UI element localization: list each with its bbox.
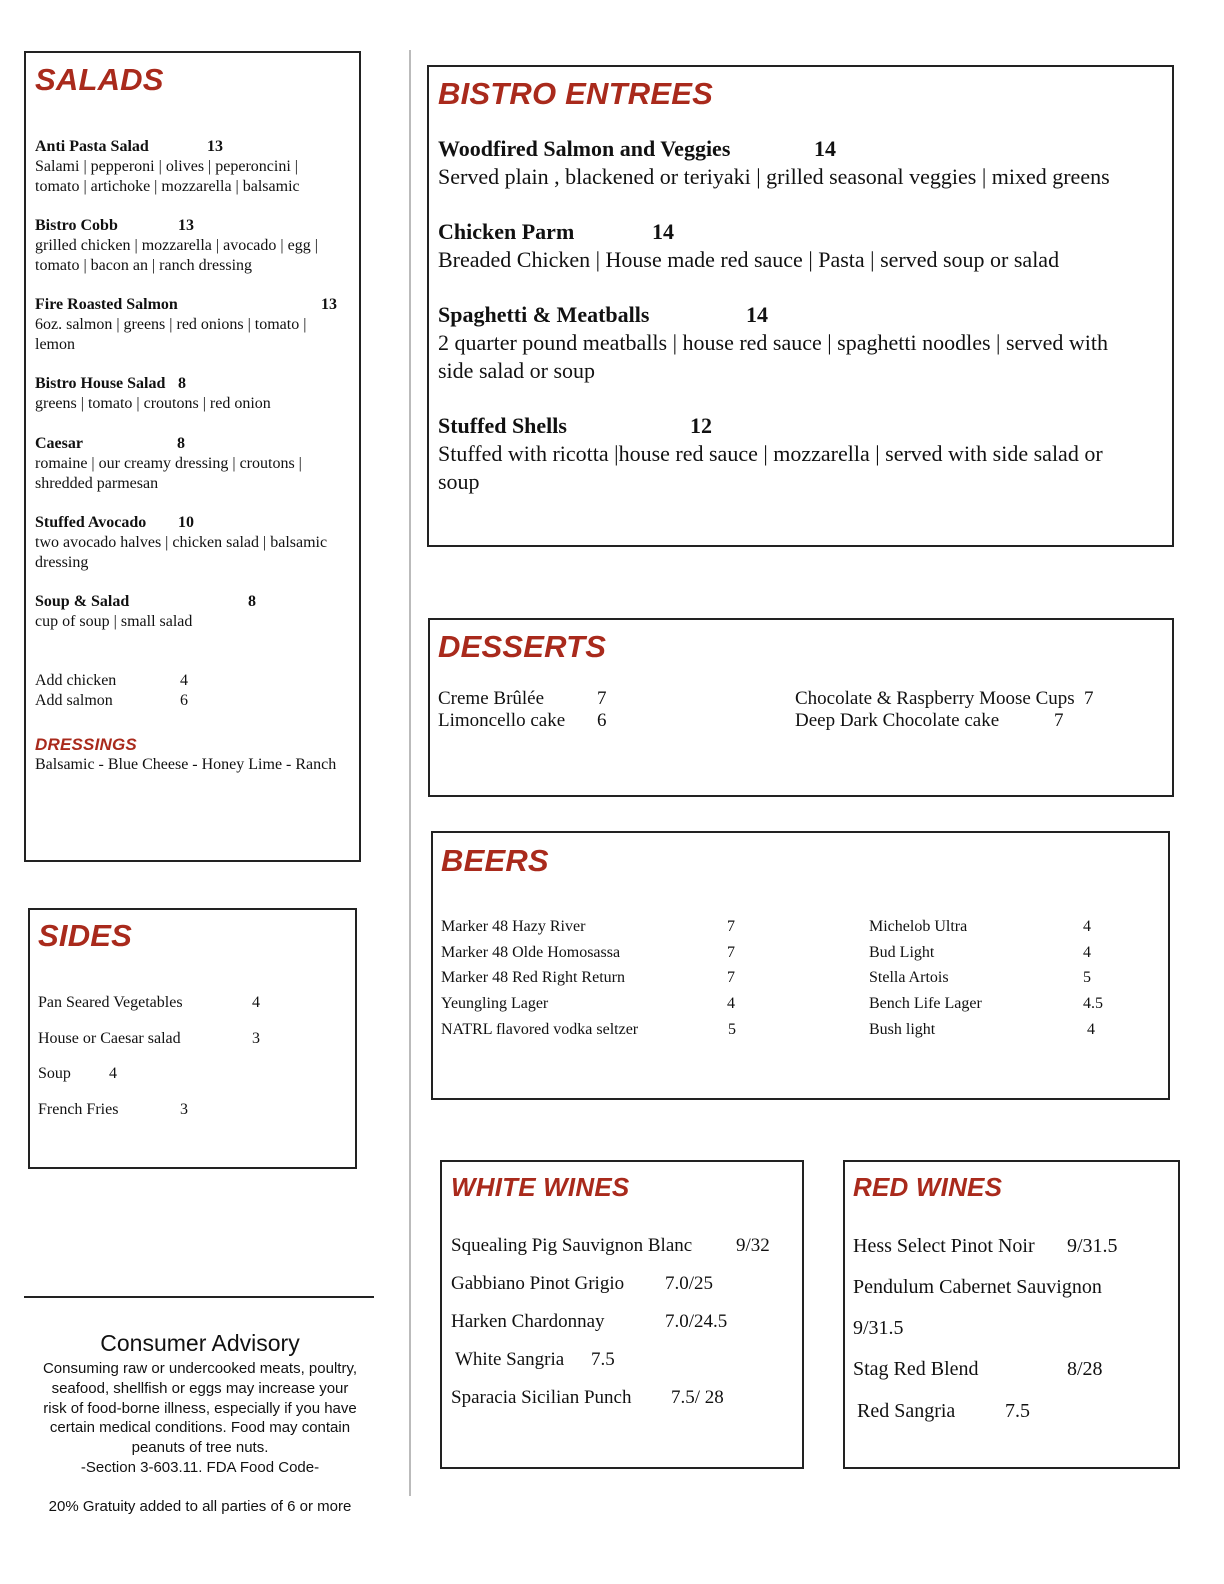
- beer-price: 4: [727, 995, 735, 1012]
- entree-desc: Breaded Chicken | House made red sauce | Pasta | served soup or salad: [438, 247, 1060, 272]
- salad-price: 13: [321, 296, 337, 313]
- white-wine-price: 7.5: [591, 1349, 615, 1370]
- beer-price: 4: [1087, 1021, 1095, 1038]
- beer-price: 7: [727, 969, 735, 986]
- beer-price: 4: [1083, 918, 1091, 935]
- dessert-price: 7: [1054, 710, 1064, 731]
- red-wine-price: 7.5: [1005, 1400, 1030, 1422]
- white-wine-price: 7.0/25: [665, 1273, 714, 1294]
- dressings-title: DRESSINGS: [35, 735, 137, 754]
- dessert-price: 6: [597, 710, 607, 731]
- addon-price: 6: [180, 692, 188, 709]
- salad-name: Caesar: [35, 435, 83, 452]
- salad-price: 8: [248, 593, 256, 610]
- salad-price: 10: [178, 514, 194, 531]
- salad-price: 8: [177, 435, 185, 452]
- beer-name: Bush light: [869, 1021, 936, 1038]
- salad-desc: two avocado halves | chicken salad | balsamic: [35, 534, 328, 551]
- side-name: House or Caesar salad: [38, 1030, 181, 1047]
- entree-price: 12: [690, 413, 712, 438]
- side-price: 3: [252, 1030, 260, 1047]
- entree-desc: Stuffed with ricotta |house red sauce | mozzarella | served with side salad or: [438, 441, 1103, 466]
- entree-name: Stuffed Shells: [438, 413, 567, 438]
- advisory-title: Consumer Advisory: [100, 1330, 300, 1356]
- white-wine-name: Squealing Pig Sauvignon Blanc: [451, 1235, 693, 1256]
- entrees-title: BISTRO ENTREES: [438, 76, 713, 111]
- advisory-line: Consuming raw or undercooked meats, poultry,: [42, 1360, 358, 1377]
- red-wine-price: 8/28: [1067, 1358, 1103, 1380]
- beer-name: Bud Light: [869, 944, 935, 961]
- salad-name: Fire Roasted Salmon: [35, 296, 178, 313]
- dessert-name: Creme Brûlée: [438, 688, 545, 709]
- beer-price: 4.5: [1083, 995, 1103, 1012]
- beer-price: 4: [1083, 944, 1091, 961]
- salad-price: 13: [207, 138, 223, 155]
- addon-name: Add salmon: [35, 692, 113, 709]
- salad-name: Soup & Salad: [35, 593, 130, 610]
- entree-desc: soup: [438, 469, 480, 494]
- salad-desc: lemon: [35, 336, 75, 353]
- gratuity-note: 20% Gratuity added to all parties of 6 or more: [48, 1498, 352, 1515]
- beer-price: 7: [727, 918, 735, 935]
- beers-title: BEERS: [441, 843, 549, 878]
- beer-name: Marker 48 Red Right Return: [441, 969, 625, 986]
- red-wine-name: Stag Red Blend: [853, 1358, 979, 1380]
- red-wine-price: 9/31.5: [1067, 1235, 1118, 1257]
- entree-desc: Served plain , blackened or teriyaki | grilled seasonal veggies | mixed greens: [438, 164, 1110, 189]
- salad-price: 8: [178, 375, 186, 392]
- salad-desc: tomato | bacon an | ranch dressing: [35, 257, 253, 274]
- advisory-line: risk of food-borne illness, especially if you have: [43, 1400, 357, 1417]
- dessert-name: Chocolate & Raspberry Moose Cups: [795, 688, 1075, 709]
- salad-desc: shredded parmesan: [35, 475, 159, 492]
- dessert-price: 7: [1084, 688, 1094, 709]
- red-wine-name: Pendulum Cabernet Sauvignon: [853, 1276, 1102, 1298]
- dessert-name: Deep Dark Chocolate cake: [795, 710, 1000, 731]
- salad-name: Bistro Cobb: [35, 217, 118, 234]
- entree-name: Chicken Parm: [438, 219, 575, 244]
- desserts-title: DESSERTS: [438, 629, 607, 664]
- salad-desc: romaine | our creamy dressing | croutons |: [35, 455, 302, 472]
- beer-price: 5: [728, 1021, 736, 1038]
- salad-desc: grilled chicken | mozzarella | avocado | egg |: [35, 237, 318, 254]
- salad-desc: dressing: [35, 554, 89, 571]
- advisory-line: peanuts of tree nuts.: [131, 1439, 269, 1456]
- dressings-list: Balsamic - Blue Cheese - Honey Lime - Ranch: [35, 756, 337, 773]
- salad-name: Bistro House Salad: [35, 375, 166, 392]
- beer-price: 5: [1083, 969, 1091, 986]
- sides-title: SIDES: [38, 918, 133, 953]
- salad-desc: 6oz. salmon | greens | red onions | tomato |: [35, 316, 307, 333]
- salad-price: 13: [178, 217, 194, 234]
- addon-price: 4: [180, 672, 188, 689]
- salad-desc: tomato | artichoke | mozzarella | balsamic: [35, 178, 300, 195]
- white-wine-name: Harken Chardonnay: [451, 1311, 605, 1332]
- salads-title: SALADS: [35, 62, 164, 97]
- salad-name: Stuffed Avocado: [35, 514, 147, 531]
- entree-desc: side salad or soup: [438, 358, 596, 383]
- side-price: 3: [180, 1101, 188, 1118]
- white-wine-name: Sparacia Sicilian Punch: [451, 1387, 632, 1408]
- red-wine-price: 9/31.5: [853, 1317, 904, 1339]
- dessert-price: 7: [597, 688, 607, 709]
- salad-desc: cup of soup | small salad: [35, 613, 193, 630]
- dessert-name: Limoncello cake: [438, 710, 566, 731]
- beer-name: Marker 48 Olde Homosassa: [441, 944, 621, 961]
- white-wine-name: White Sangria: [455, 1349, 565, 1370]
- white-wine-price: 9/32: [736, 1235, 770, 1256]
- side-price: 4: [252, 994, 260, 1011]
- salad-desc: greens | tomato | croutons | red onion: [35, 395, 271, 412]
- beer-name: Stella Artois: [869, 969, 949, 986]
- side-name: French Fries: [38, 1101, 119, 1118]
- entree-price: 14: [814, 136, 836, 161]
- side-name: Pan Seared Vegetables: [38, 994, 183, 1011]
- salad-desc: Salami | pepperoni | olives | peperoncini |: [35, 158, 298, 175]
- advisory-line: -Section 3-603.11. FDA Food Code-: [80, 1459, 320, 1476]
- beer-name: Michelob Ultra: [869, 918, 968, 935]
- entree-desc: 2 quarter pound meatballs | house red sauce | spaghetti noodles | served with: [438, 330, 1108, 355]
- column-divider: [409, 50, 411, 1496]
- white-wine-price: 7.5/ 28: [671, 1387, 724, 1408]
- beer-price: 7: [727, 944, 735, 961]
- beer-name: Marker 48 Hazy River: [441, 918, 586, 935]
- addon-name: Add chicken: [35, 672, 117, 689]
- side-price: 4: [109, 1065, 117, 1082]
- salad-name: Anti Pasta Salad: [35, 138, 149, 155]
- side-name: Soup: [38, 1065, 71, 1082]
- entree-price: 14: [746, 302, 768, 327]
- entree-price: 14: [652, 219, 674, 244]
- entree-name: Woodfired Salmon and Veggies: [438, 136, 731, 161]
- white-wine-name: Gabbiano Pinot Grigio: [451, 1273, 625, 1294]
- beer-name: Yeungling Lager: [441, 995, 549, 1012]
- red-wine-name: Red Sangria: [857, 1400, 956, 1422]
- beer-name: NATRL flavored vodka seltzer: [441, 1021, 639, 1038]
- advisory-divider: [24, 1296, 374, 1298]
- red-wines-title: RED WINES: [853, 1172, 1003, 1202]
- white-wine-price: 7.0/24.5: [665, 1311, 728, 1332]
- entree-name: Spaghetti & Meatballs: [438, 302, 650, 327]
- white-wines-title: WHITE WINES: [451, 1172, 630, 1202]
- red-wine-name: Hess Select Pinot Noir: [853, 1235, 1035, 1257]
- advisory-line: certain medical conditions. Food may contain: [49, 1419, 351, 1436]
- beer-name: Bench Life Lager: [869, 995, 982, 1012]
- advisory-line: seafood, shellfish or eggs may increase your: [51, 1380, 349, 1397]
